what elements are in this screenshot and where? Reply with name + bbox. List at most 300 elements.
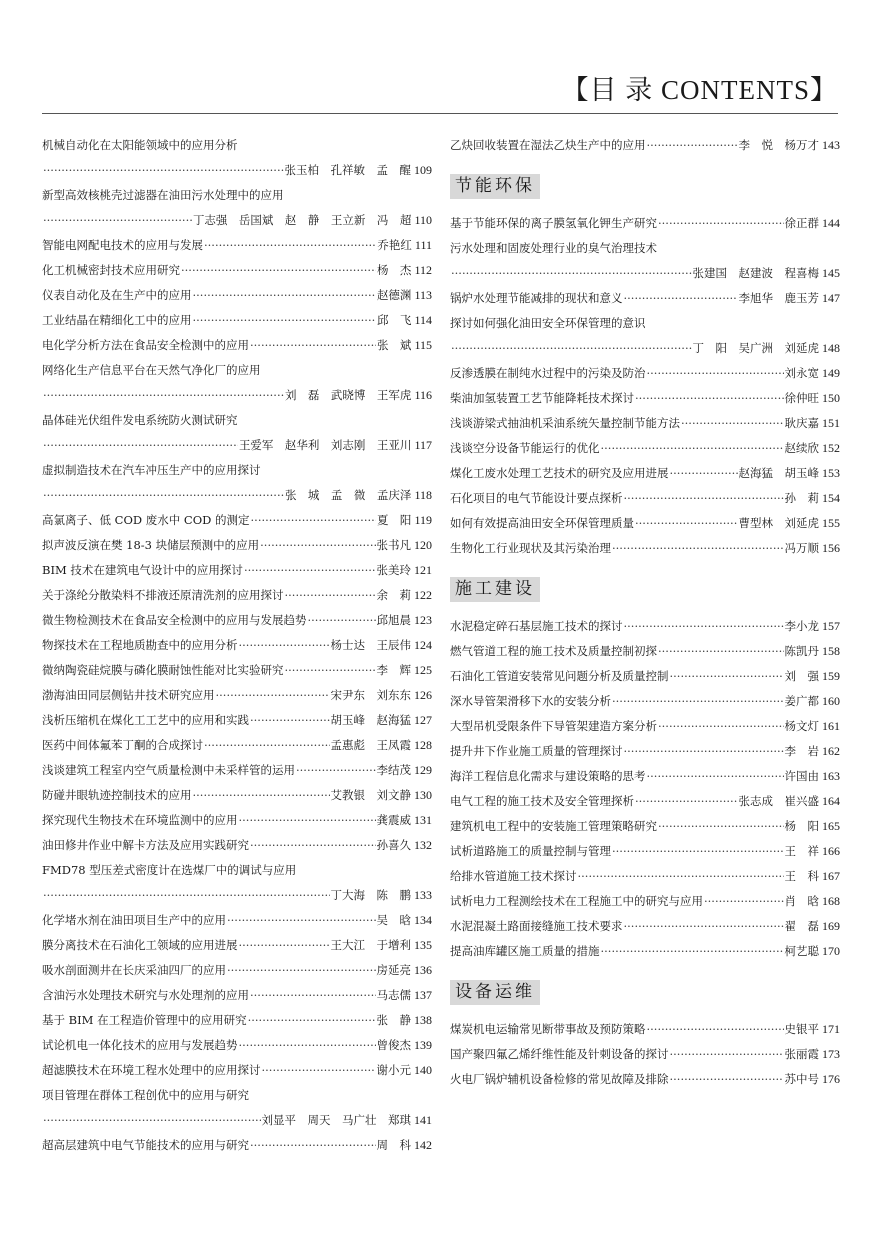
leader-dots: [181, 258, 376, 283]
leader-dots: [658, 211, 784, 236]
toc-entry-title: 海洋工程信息化需求与建设策略的思考: [450, 769, 646, 783]
toc-entry-page: 110: [414, 213, 432, 227]
toc-entry-authors: 王爱军 赵华利 刘志刚 王亚川: [238, 438, 412, 452]
toc-entry[interactable]: [42, 808, 432, 833]
toc-entry-authors: 徐仲旺: [784, 391, 819, 405]
toc-entry-page: 130: [414, 788, 432, 802]
toc-entry-authors: 姜广都: [784, 694, 819, 708]
toc-entry-title: 基于 BIM 在工程造价管理中的应用研究: [42, 1013, 247, 1027]
toc-entry[interactable]: [450, 486, 840, 511]
toc-entry-authors: 赵德渊: [376, 288, 412, 302]
toc-entry-page: 138: [414, 1013, 432, 1027]
toc-entry[interactable]: [42, 983, 432, 1008]
toc-entry-page: 154: [822, 491, 840, 505]
toc-entry-authors: 余 莉: [376, 588, 411, 602]
toc-entry[interactable]: [42, 533, 432, 558]
toc-entry-authors: 王大江 于增利: [330, 938, 411, 952]
toc-entry-page: 114: [414, 313, 432, 327]
toc-entry-authors: 翟 磊: [784, 919, 819, 933]
leader-dots: [250, 708, 330, 733]
toc-entry-authors: 史银平: [784, 1022, 819, 1036]
toc-entry-title: 吸水剖面测井在长庆采油四厂的应用: [42, 963, 226, 977]
toc-entry-page: 160: [822, 694, 840, 708]
toc-entry-title: 虚拟制造技术在汽车冲压生产中的应用探讨: [42, 463, 261, 477]
toc-entry-page: 120: [414, 538, 432, 552]
toc-entry-row: [450, 436, 840, 461]
toc-entry[interactable]: [450, 411, 840, 436]
toc-entry-row: [42, 583, 432, 608]
leader-dots: [250, 983, 376, 1008]
toc-entry[interactable]: [450, 864, 840, 889]
leader-dots: [658, 639, 784, 664]
toc-entry-title: 试析电力工程测绘技术在工程施工中的研究与应用: [450, 894, 703, 908]
toc-entry-row: [42, 1133, 432, 1158]
toc-entry-authors: 李 岩: [784, 744, 819, 758]
toc-entry-row: [450, 889, 840, 914]
toc-entry[interactable]: [450, 1042, 840, 1067]
toc-entry-authors: 张志成 崔兴盛: [738, 794, 819, 808]
toc-entry-title-row: [42, 1083, 432, 1108]
toc-entry-row: [450, 361, 840, 386]
toc-entry-title-row: [42, 858, 432, 883]
toc-entry-page: 128: [414, 738, 432, 752]
toc-entry-title: 深水导管架滑移下水的安装分析: [450, 694, 611, 708]
toc-entry[interactable]: [42, 1033, 432, 1058]
toc-entry-title: 智能电网配电技术的应用与发展: [42, 238, 203, 252]
toc-entry[interactable]: [42, 833, 432, 858]
toc-entry-page: 118: [414, 488, 432, 502]
leader-dots: [227, 908, 376, 933]
toc-entry-page: 122: [414, 588, 432, 602]
toc-entry-row: [450, 211, 840, 236]
leader-dots: [43, 483, 284, 508]
toc-entry-title: 火电厂锅炉辅机设备检修的常见故障及排除: [450, 1072, 669, 1086]
toc-entry-row: [450, 536, 840, 561]
toc-entry-page: 116: [414, 388, 432, 402]
toc-entry[interactable]: [42, 683, 432, 708]
toc-entry-authors: 张建国 赵建波 程喜梅: [692, 266, 819, 280]
toc-entry-title: 防碰井眼轨迹控制技术的应用: [42, 788, 192, 802]
leader-dots: [624, 914, 784, 939]
toc-entry-authors: 刘显平 周天 马广壮 郑琪: [261, 1113, 411, 1127]
toc-entry-row: [450, 133, 840, 158]
toc-entry[interactable]: [42, 458, 432, 508]
toc-entry-row: [42, 1033, 432, 1058]
leader-dots: [216, 683, 330, 708]
toc-entry-row: [450, 739, 840, 764]
leader-dots: [193, 783, 330, 808]
leader-dots: [285, 583, 376, 608]
toc-entry[interactable]: [450, 789, 840, 814]
toc-entry-page: 158: [822, 644, 840, 658]
toc-entry-row: [42, 933, 432, 958]
toc-entry-authors: 徐正群: [784, 216, 819, 230]
toc-entry-title: 建筑机电工程中的安装施工管理策略研究: [450, 819, 657, 833]
toc-entry-page: 157: [822, 619, 840, 633]
toc-entry[interactable]: [42, 358, 432, 408]
toc-entry-authors: 柯艺聪: [784, 944, 819, 958]
toc-entry[interactable]: [450, 714, 840, 739]
toc-entry[interactable]: [450, 614, 840, 639]
toc-entry-title-row: [450, 236, 840, 261]
toc-entry[interactable]: [42, 233, 432, 258]
toc-entry-title: 电化学分析方法在食品安全检测中的应用: [42, 338, 249, 352]
toc-entry[interactable]: [450, 814, 840, 839]
toc-entry-page: 123: [414, 613, 432, 627]
toc-entry-title: 浅谈游梁式抽油机采油系统矢量控制节能方法: [450, 416, 680, 430]
toc-entry-title: 工业结晶在精细化工中的应用: [42, 313, 192, 327]
toc-entry-page: 149: [822, 366, 840, 380]
toc-entry-title: 试析道路施工的质量控制与管理: [450, 844, 611, 858]
toc-entry[interactable]: [42, 758, 432, 783]
toc-entry-page: 161: [822, 719, 840, 733]
toc-entry-row: [450, 1042, 840, 1067]
toc-entry[interactable]: [42, 558, 432, 583]
toc-entry[interactable]: [450, 436, 840, 461]
leader-dots: [624, 739, 784, 764]
toc-entry-page: 112: [414, 263, 432, 277]
toc-entry-page: 124: [414, 638, 432, 652]
leader-dots: [624, 614, 784, 639]
toc-entry-title: 石化项目的电气节能设计要点探析: [450, 491, 623, 505]
leader-dots: [43, 383, 284, 408]
toc-entry[interactable]: [42, 408, 432, 458]
toc-entry[interactable]: [42, 1133, 432, 1158]
toc-entry-authors: 王 科: [784, 869, 819, 883]
leader-dots: [670, 1042, 784, 1067]
toc-entry-title: 浅谈空分设备节能运行的优化: [450, 441, 600, 455]
section-heading: [450, 980, 840, 1005]
toc-entry[interactable]: [450, 889, 840, 914]
toc-entry-page: 166: [822, 844, 840, 858]
leader-dots: [704, 889, 784, 914]
toc-entry-page: 139: [414, 1038, 432, 1052]
toc-entry-row: [450, 486, 840, 511]
toc-entry-title: 微纳陶瓷硅烷膜与磷化膜耐蚀性能对比实验研究: [42, 663, 284, 677]
leader-dots: [647, 133, 738, 158]
toc-entry[interactable]: [42, 733, 432, 758]
toc-entry[interactable]: [450, 461, 840, 486]
toc-entry-authors: 张 斌: [376, 338, 412, 352]
toc-entry-page: 136: [414, 963, 432, 977]
toc-entry-page: 147: [822, 291, 840, 305]
toc-entry-row: [42, 708, 432, 733]
toc-entry-row: [450, 286, 840, 311]
leader-dots: [658, 714, 784, 739]
toc-entry-title: BIM 技术在建筑电气设计中的应用探讨: [42, 563, 243, 577]
toc-entry[interactable]: [42, 508, 432, 533]
toc-entry-row: [42, 308, 432, 333]
toc-entry-row: [42, 783, 432, 808]
leader-dots: [43, 1108, 261, 1133]
toc-entry-page: 140: [414, 1063, 432, 1077]
leader-dots: [227, 958, 376, 983]
toc-entry-row: [42, 1008, 432, 1033]
toc-entry-author-row: [42, 483, 432, 508]
toc-entry-row: [42, 758, 432, 783]
toc-entry-authors: 李结茂: [376, 763, 411, 777]
toc-entry-title: 油田修井作业中解卡方法及应用实践研究: [42, 838, 249, 852]
toc-entry[interactable]: [450, 236, 840, 286]
toc-entry-authors: 孟惠彪 王凤霞: [330, 738, 411, 752]
toc-entry-authors: 张书凡: [376, 538, 411, 552]
toc-entry-authors: 张 静: [376, 1013, 411, 1027]
toc-entry[interactable]: [450, 133, 840, 158]
toc-entry-row: [42, 733, 432, 758]
leader-dots: [635, 386, 784, 411]
leader-dots: [251, 508, 376, 533]
leader-dots: [612, 536, 784, 561]
toc-entry-page: 155: [822, 516, 840, 530]
toc-entry-authors: 李小龙: [784, 619, 819, 633]
leader-dots: [193, 283, 376, 308]
toc-entry-page: 162: [822, 744, 840, 758]
toc-entry-authors: 孙 莉: [784, 491, 819, 505]
toc-entry-row: [450, 614, 840, 639]
toc-entry[interactable]: [450, 839, 840, 864]
toc-entry-authors: 马志儒: [376, 988, 411, 1002]
toc-entry[interactable]: [42, 1058, 432, 1083]
toc-entry-authors: 杨文灯: [784, 719, 819, 733]
leader-dots: [601, 436, 784, 461]
toc-entry[interactable]: [450, 939, 840, 964]
toc-entry-page: 142: [414, 1138, 432, 1152]
toc-entry-page: 125: [414, 663, 432, 677]
toc-entry[interactable]: [450, 536, 840, 561]
toc-entry-page: 145: [822, 266, 840, 280]
toc-entry-title: 化工机械密封技术应用研究: [42, 263, 180, 277]
toc-entry-title: FMD78 型压差式密度计在选煤厂中的调试与应用: [42, 863, 297, 877]
toc-entry[interactable]: [42, 258, 432, 283]
toc-entry[interactable]: [42, 608, 432, 633]
toc-entry-title: 高氯离子、低 COD 废水中 COD 的测定: [42, 513, 250, 527]
toc-entry-row: [450, 864, 840, 889]
toc-entry-row: [450, 1067, 840, 1092]
toc-entry-page: 129: [414, 763, 432, 777]
toc-entry-title-row: [42, 358, 432, 383]
toc-entry-author-row: [42, 883, 432, 908]
leader-dots: [681, 411, 784, 436]
toc-entry-title: 物探技术在工程地质勘查中的应用分析: [42, 638, 238, 652]
toc-entry[interactable]: [42, 333, 432, 358]
toc-entry[interactable]: [42, 933, 432, 958]
toc-entry-author-row: [42, 383, 432, 408]
toc-entry-authors: 乔艳红: [377, 238, 412, 252]
toc-entry[interactable]: [42, 908, 432, 933]
toc-entry-authors: 杨士达 王辰伟: [330, 638, 411, 652]
toc-entry-row: [450, 714, 840, 739]
toc-left-column: [42, 133, 432, 1158]
toc-entry-title: 如何有效提高油田安全环保管理质量: [450, 516, 634, 530]
toc-entry-page: 171: [822, 1022, 840, 1036]
toc-right-column: [450, 133, 840, 1092]
toc-entry[interactable]: [42, 583, 432, 608]
toc-entry-row: [42, 808, 432, 833]
toc-entry[interactable]: [450, 1067, 840, 1092]
toc-entry-page: 167: [822, 869, 840, 883]
toc-entry-authors: 耿庆嘉: [784, 416, 819, 430]
toc-entry[interactable]: [42, 633, 432, 658]
toc-entry-authors: 丁志强 岳国斌 赵 静 王立新 冯 超: [192, 213, 412, 227]
toc-entry-page: 127: [414, 713, 432, 727]
toc-entry[interactable]: [450, 211, 840, 236]
toc-entry[interactable]: [42, 283, 432, 308]
toc-entry-title: 微生物检测技术在食品安全检测中的应用与发展趋势: [42, 613, 307, 627]
toc-entry[interactable]: [42, 1008, 432, 1033]
toc-entry-authors: 王 祥: [784, 844, 819, 858]
toc-entry[interactable]: [42, 133, 432, 183]
toc-entry[interactable]: [42, 708, 432, 733]
toc-entry-authors: 龚震威: [376, 813, 411, 827]
toc-entry[interactable]: [450, 286, 840, 311]
toc-entry-authors: 杨 杰: [376, 263, 412, 277]
toc-entry-title: 仪表自动化及在生产中的应用: [42, 288, 192, 302]
toc-entry[interactable]: [42, 858, 432, 908]
toc-entry[interactable]: [450, 739, 840, 764]
leader-dots: [451, 261, 692, 286]
toc-entry[interactable]: [42, 1083, 432, 1133]
toc-entry-page: 176: [822, 1072, 840, 1086]
toc-entry[interactable]: [42, 308, 432, 333]
toc-entry-title-row: [450, 311, 840, 336]
toc-entry-title: 超滤膜技术在环境工程水处理中的应用探讨: [42, 1063, 261, 1077]
toc-entry-page: 143: [822, 138, 840, 152]
toc-entry-title: 给排水管道施工技术探讨: [450, 869, 577, 883]
leader-dots: [578, 864, 784, 889]
toc-entry[interactable]: [42, 183, 432, 233]
leader-dots: [43, 208, 192, 233]
toc-entry-title: 探究现代生物技术在环境监测中的应用: [42, 813, 238, 827]
toc-entry-row: [450, 411, 840, 436]
toc-entry-page: 156: [822, 541, 840, 555]
toc-entry-page: 126: [414, 688, 432, 702]
toc-entry-title: 晶体硅光伏组件发电系统防火测试研究: [42, 413, 238, 427]
toc-entry-row: [42, 508, 432, 533]
toc-entry-row: [42, 283, 432, 308]
toc-entry-title: 电气工程的施工技术及安全管理探析: [450, 794, 634, 808]
toc-entry-row: [450, 1017, 840, 1042]
toc-entry-page: 135: [414, 938, 432, 952]
toc-entry[interactable]: [450, 386, 840, 411]
leader-dots: [451, 336, 692, 361]
toc-entry[interactable]: [450, 914, 840, 939]
toc-entry-title-row: [42, 408, 432, 433]
toc-entry-page: 134: [414, 913, 432, 927]
toc-entry[interactable]: [450, 511, 840, 536]
toc-entry-author-row: [42, 1108, 432, 1133]
toc-entry-page: 170: [822, 944, 840, 958]
toc-entry-page: 152: [822, 441, 840, 455]
leader-dots: [624, 286, 738, 311]
toc-entry-title: 生物化工行业现状及其污染治理: [450, 541, 611, 555]
toc-entry-row: [450, 639, 840, 664]
toc-entry-title: 煤化工废水处理工艺技术的研究及应用进展: [450, 466, 669, 480]
toc-entry-authors: 周 科: [376, 1138, 411, 1152]
toc-entry-row: [42, 233, 432, 258]
toc-entry-page: 163: [822, 769, 840, 783]
toc-entry-authors: 李旭华 鹿玉芳: [738, 291, 819, 305]
toc-entry-authors: 李 悦 杨万才: [738, 138, 819, 152]
toc-entry-row: [42, 258, 432, 283]
leader-dots: [612, 839, 784, 864]
leader-dots: [260, 533, 375, 558]
toc-entry-author-row: [450, 261, 840, 286]
toc-entry-row: [42, 1058, 432, 1083]
toc-entry[interactable]: [450, 361, 840, 386]
leader-dots: [635, 789, 738, 814]
leader-dots: [601, 939, 784, 964]
toc-entry-authors: 邱 飞: [376, 313, 412, 327]
toc-entry-row: [450, 764, 840, 789]
leader-dots: [193, 308, 376, 333]
toc-entry-title-row: [42, 183, 432, 208]
toc-entry-author-row: [42, 433, 432, 458]
toc-entry[interactable]: [450, 311, 840, 361]
toc-entry-author-row: [450, 336, 840, 361]
toc-entry-title: 污水处理和固废处理行业的臭气治理技术: [450, 241, 657, 255]
toc-entry-title: 拟声波反演在樊 18-3 块储层预测中的应用: [42, 538, 260, 552]
leader-dots: [262, 1058, 376, 1083]
toc-entry-row: [450, 386, 840, 411]
toc-entry-authors: 吴 晗: [376, 913, 411, 927]
toc-entry-page: 153: [822, 466, 840, 480]
toc-entry[interactable]: [42, 658, 432, 683]
leader-dots: [239, 808, 376, 833]
toc-entry-row: [42, 983, 432, 1008]
toc-entry-title: 煤炭机电运输常见断带事故及预防策略: [450, 1022, 646, 1036]
toc-entry-authors: 赵续欣: [784, 441, 819, 455]
toc-entry-page: 133: [414, 888, 432, 902]
toc-entry-authors: 张玉柏 孔祥敏 孟 醒: [284, 163, 411, 177]
toc-entry-row: [42, 833, 432, 858]
contents-header: 【目 录 CONTENTS】: [561, 75, 838, 105]
leader-dots: [612, 689, 784, 714]
toc-entry-title: 机械自动化在太阳能领域中的应用分析: [42, 138, 238, 152]
toc-entry[interactable]: [42, 783, 432, 808]
toc-entry-page: 164: [822, 794, 840, 808]
leader-dots: [239, 1033, 376, 1058]
section-heading-label: 施工建设: [450, 577, 540, 602]
toc-entry[interactable]: [450, 664, 840, 689]
leader-dots: [658, 814, 784, 839]
toc-entry-title: 浅谈建筑工程室内空气质量检测中未采样管的运用: [42, 763, 295, 777]
toc-entry-page: 150: [822, 391, 840, 405]
toc-entry-row: [42, 558, 432, 583]
toc-entry-page: 159: [822, 669, 840, 683]
toc-entry-page: 144: [822, 216, 840, 230]
section-heading: [450, 577, 840, 602]
toc-entry[interactable]: [450, 764, 840, 789]
toc-entry[interactable]: [450, 639, 840, 664]
leader-dots: [624, 486, 784, 511]
toc-entry-row: [42, 333, 432, 358]
leader-dots: [647, 1017, 784, 1042]
leader-dots: [647, 764, 784, 789]
toc-entry-authors: 杨 阳: [784, 819, 819, 833]
toc-entry-page: 115: [414, 338, 432, 352]
toc-entry-authors: 冯万顺: [784, 541, 819, 555]
toc-entry-page: 148: [822, 341, 840, 355]
toc-entry-row: [450, 939, 840, 964]
toc-entry-title: 浅析压缩机在煤化工工艺中的应用和实践: [42, 713, 249, 727]
toc-entry[interactable]: [450, 689, 840, 714]
toc-entry[interactable]: [42, 958, 432, 983]
toc-entry-title: 膜分离技术在石油化工领域的应用进展: [42, 938, 238, 952]
toc-entry-title: 提高油库罐区施工质量的措施: [450, 944, 600, 958]
toc-entry-row: [42, 958, 432, 983]
toc-entry-title: 基于节能环保的离子膜氢氧化钾生产研究: [450, 216, 657, 230]
toc-entry[interactable]: [450, 1017, 840, 1042]
